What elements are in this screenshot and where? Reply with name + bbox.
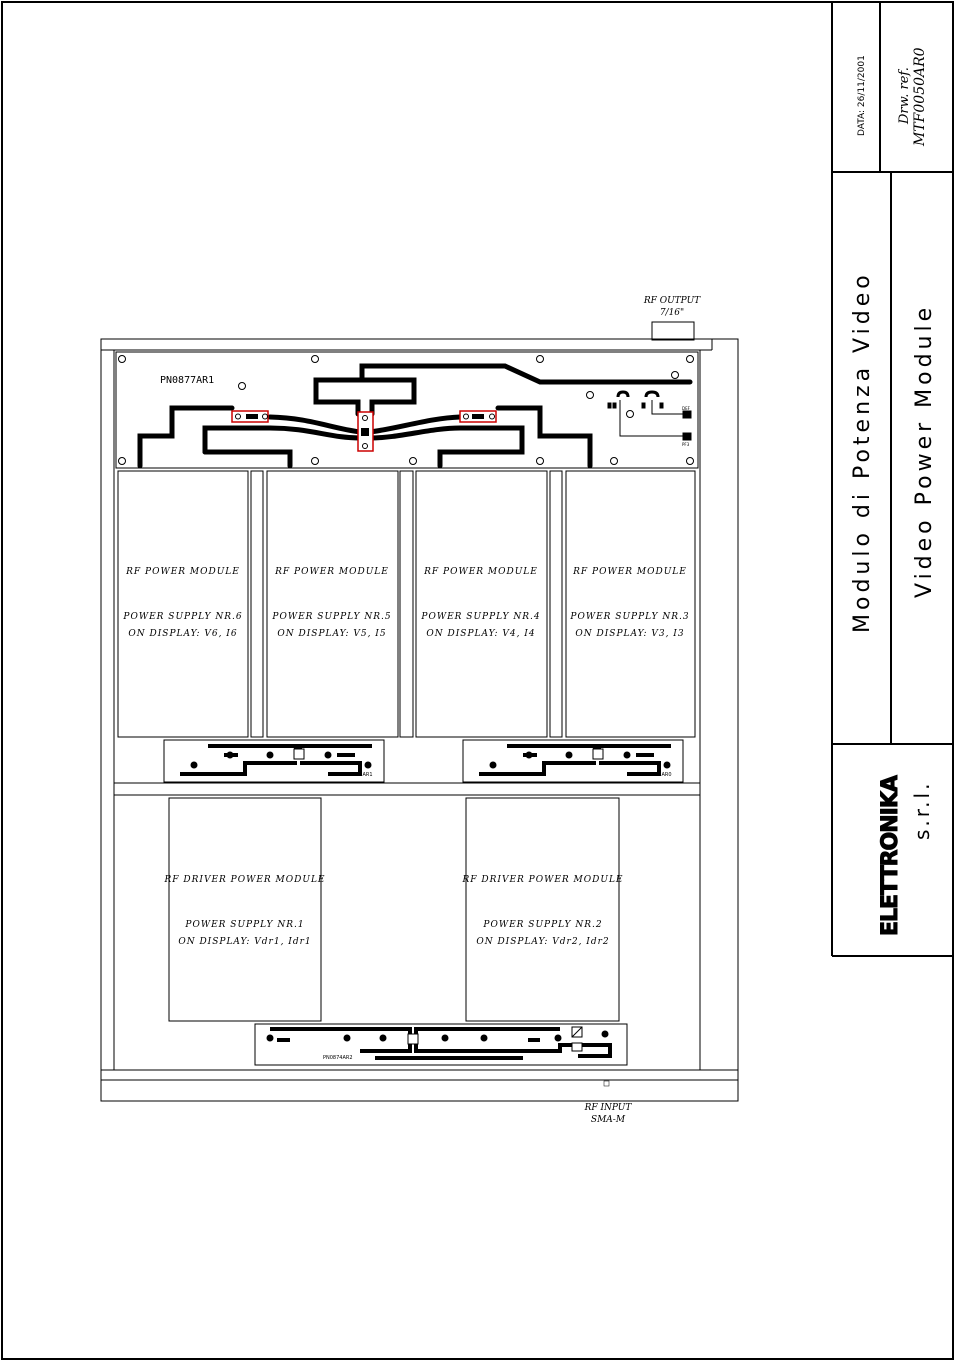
title-italian: Modulo di Potenza Video bbox=[850, 271, 875, 633]
driver-display: ON DISPLAY: Vdr1, Idr1 bbox=[178, 937, 312, 947]
module-display: ON DISPLAY: V6, I6 bbox=[128, 629, 238, 639]
input-splitter-board bbox=[255, 1024, 627, 1065]
module-title: RF POWER MODULE bbox=[126, 567, 240, 577]
rf-output-label: RF OUTPUT bbox=[643, 296, 701, 306]
svg-text:ELETTRONIKA: ELETTRONIKA bbox=[878, 776, 903, 936]
pf-label-b: PF3 bbox=[682, 442, 690, 447]
date-text: DATA: 26/11/2001 bbox=[857, 55, 867, 136]
input-splitter-part: PN0874AR2 bbox=[323, 1055, 353, 1061]
combiner-part: PN0877AR1 bbox=[160, 375, 215, 386]
splitter-board-2 bbox=[463, 740, 683, 782]
splitter-board-1 bbox=[164, 740, 384, 782]
drw-ref-code: MTF0050AR0 bbox=[912, 47, 928, 146]
driver-title: RF DRIVER POWER MODULE bbox=[462, 875, 624, 885]
driver-supply: POWER SUPPLY NR.1 bbox=[185, 920, 305, 930]
title-english: Video Power Module bbox=[912, 303, 937, 598]
company-logo bbox=[878, 775, 903, 936]
module-title: RF POWER MODULE bbox=[573, 567, 687, 577]
module-supply: POWER SUPPLY NR.5 bbox=[272, 612, 392, 622]
module-display: ON DISPLAY: V4, I4 bbox=[426, 629, 536, 639]
company-suffix: s.r.l. bbox=[910, 780, 934, 840]
module-title: RF POWER MODULE bbox=[424, 567, 538, 577]
splitter-part: PN0873AR1 bbox=[343, 772, 373, 778]
power-module-row bbox=[118, 471, 695, 737]
rf-input-type: SMA-M bbox=[590, 1115, 626, 1125]
module-supply: POWER SUPPLY NR.6 bbox=[123, 612, 243, 622]
pf-label-a: DEF bbox=[682, 406, 690, 411]
rf-output-connector bbox=[652, 322, 694, 340]
driver-title: RF DRIVER POWER MODULE bbox=[164, 875, 326, 885]
module-supply: POWER SUPPLY NR.4 bbox=[421, 612, 541, 622]
module-display: ON DISPLAY: V5, I5 bbox=[277, 629, 387, 639]
driver-module-1 bbox=[164, 798, 326, 1021]
rf-output-type: 7/16" bbox=[659, 308, 685, 318]
module-title: RF POWER MODULE bbox=[275, 567, 389, 577]
module-supply: POWER SUPPLY NR.3 bbox=[570, 612, 690, 622]
drw-ref-label: Drw. ref. bbox=[897, 67, 912, 124]
driver-module-2 bbox=[462, 798, 624, 1021]
rf-input-label: RF INPUT bbox=[584, 1103, 632, 1113]
driver-supply: POWER SUPPLY NR.2 bbox=[483, 920, 603, 930]
module-display: ON DISPLAY: V3, I3 bbox=[575, 629, 685, 639]
driver-display: ON DISPLAY: Vdr2, Idr2 bbox=[476, 937, 610, 947]
splitter-part: PN0873AR0 bbox=[642, 772, 672, 778]
